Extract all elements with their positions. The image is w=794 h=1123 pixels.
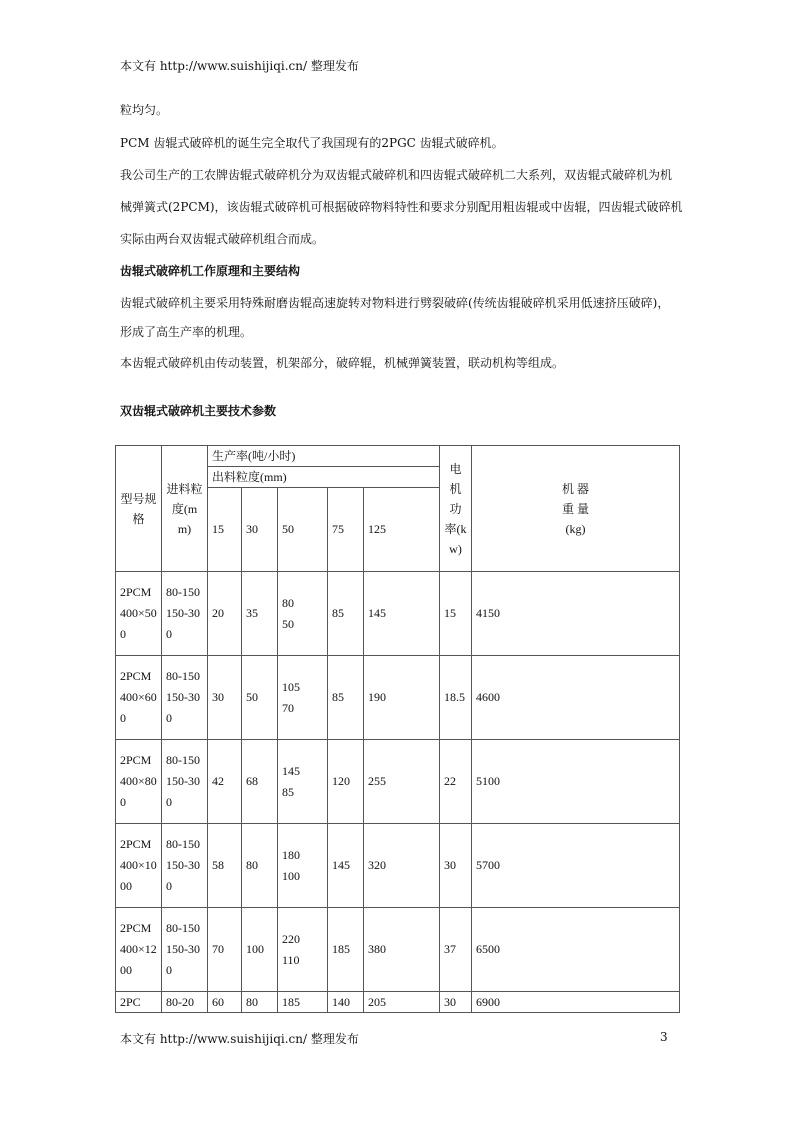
cell-feed: 80-150 150-300 [162,740,208,824]
cell-v50-upper: 145 [282,763,300,778]
cell-v50-lower: 100 [282,868,300,883]
cell-weight: 5700 [472,824,680,908]
cell-power: 15 [440,572,472,656]
cell-v15: 42 [208,740,242,824]
cell-weight: 6900 [472,992,680,1013]
weight-unit: (kg) [565,521,586,536]
cell-v30: 35 [242,572,278,656]
cell-v30: 80 [242,992,278,1013]
cell-weight: 6500 [472,908,680,992]
cell-v30: 50 [242,656,278,740]
paragraph: 齿辊式破碎机主要采用特殊耐磨齿辊高速旋转对物料进行劈裂破碎(传统齿辊破碎机采用低速挤压破碎)， [120,296,670,310]
header-size-125: 125 [364,488,440,572]
cell-v50-lower: 50 [282,616,294,631]
header-capacity: 生产率(吨/小时) [208,446,440,467]
cell-v75: 85 [328,656,364,740]
cell-model: 2PCM 400×800 [116,740,162,824]
cell-weight: 5100 [472,740,680,824]
section-heading: 齿辊式破碎机工作原理和主要结构 [120,264,301,278]
weight-line2: 重 量 [561,501,589,516]
cell-power: 37 [440,908,472,992]
cell-model: 2PC [116,992,162,1013]
cell-v75: 185 [328,908,364,992]
cell-v125: 380 [364,908,440,992]
cell-v50 [278,740,328,824]
header-size-75: 75 [328,488,364,572]
table-caption: 双齿辊式破碎机主要技术参数 [120,404,277,418]
cell-feed: 80-150 150-300 [162,656,208,740]
header-size-50: 50 [278,488,328,572]
cell-v30: 100 [242,908,278,992]
cell-v50-lower: 110 [282,952,300,967]
cell-feed: 80-150 150-300 [162,572,208,656]
cell-v50-lower: 85 [282,784,294,799]
cell-feed: 80-150 150-300 [162,824,208,908]
cell-v125: 145 [364,572,440,656]
cell-v50-upper: 80 [282,595,294,610]
cell-v15: 70 [208,908,242,992]
table-row [116,656,680,740]
header-weight [472,446,680,572]
cell-v125: 320 [364,824,440,908]
cell-model: 2PCM 400×1000 [116,824,162,908]
cell-power: 30 [440,992,472,1013]
cell-v30: 80 [242,824,278,908]
cell-v50-lower: 70 [282,700,294,715]
header-size-15: 15 [208,488,242,572]
paragraph: 实际由两台双齿辊式破碎机组合而成。 [120,232,325,246]
header-model: 型号规格 [116,446,162,572]
paragraph: PCM 齿辊式破碎机的诞生完全取代了我国现有的2PGC 齿辊式破碎机。 [120,136,504,150]
cell-v125: 255 [364,740,440,824]
cell-v50-upper: 105 [282,679,300,694]
header-feed-size: 进料粒度(mm) [162,446,208,572]
page-footer: 本文有 http://www.suishijiqi.cn/ 整理发布 [120,1032,359,1046]
header-size-30: 30 [242,488,278,572]
cell-v75: 140 [328,992,364,1013]
cell-v50 [278,656,328,740]
cell-weight: 4600 [472,656,680,740]
cell-v125: 205 [364,992,440,1013]
cell-v50: 185 [278,992,328,1013]
cell-v75: 120 [328,740,364,824]
paragraph: 粒均匀。 [120,103,169,117]
cell-feed: 80-20 [162,992,208,1013]
paragraph: 我公司生产的工农牌齿辊式破碎机分为双齿辊式破碎机和四齿辊式破碎机二大系列，双齿辊式破碎机为机 [120,168,673,182]
table-row [116,824,680,908]
cell-v15: 58 [208,824,242,908]
table-row [116,740,680,824]
cell-v50-upper: 220 [282,931,300,946]
cell-v15: 30 [208,656,242,740]
weight-line1: 机 器 [561,481,589,496]
paragraph: 械弹簧式(2PCM)，该齿辊式破碎机可根据破碎物料特性和要求分别配用粗齿辊或中齿辊，四齿辊式破碎机 [120,200,683,214]
cell-power: 22 [440,740,472,824]
cell-power: 30 [440,824,472,908]
table-row [116,572,680,656]
paragraph: 本齿辊式破碎机由传动装置，机架部分，破碎辊，机械弹簧装置，联动机构等组成。 [120,356,565,370]
table-row [116,992,680,1013]
header-power: 电机功率(kw) [440,446,472,572]
page-number: 3 [660,1030,668,1044]
cell-v50 [278,908,328,992]
cell-model: 2PCM 400×600 [116,656,162,740]
cell-v75: 85 [328,572,364,656]
cell-model: 2PCM 400×1200 [116,908,162,992]
cell-v125: 190 [364,656,440,740]
cell-feed: 80-150 150-300 [162,908,208,992]
table-row [116,908,680,992]
spec-table [115,445,680,1013]
paragraph: 形成了高生产率的机理。 [120,325,253,339]
cell-v30: 68 [242,740,278,824]
cell-model: 2PCM 400×500 [116,572,162,656]
cell-v15: 60 [208,992,242,1013]
page-header: 本文有 http://www.suishijiqi.cn/ 整理发布 [120,59,359,73]
cell-v75: 145 [328,824,364,908]
cell-v50-upper: 180 [282,847,300,862]
cell-v15: 20 [208,572,242,656]
cell-power: 18.5 [440,656,472,740]
header-output-size: 出料粒度(mm) [208,467,440,488]
cell-weight: 4150 [472,572,680,656]
cell-v50 [278,824,328,908]
cell-v50 [278,572,328,656]
